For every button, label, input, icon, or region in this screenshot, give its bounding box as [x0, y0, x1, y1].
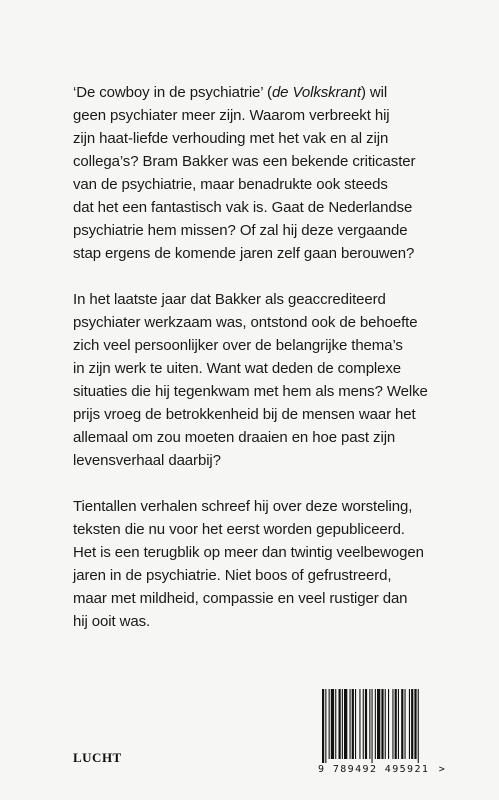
blurb-text-run: allemaal om zou moeten draaien en hoe past zijn	[73, 429, 396, 446]
barcode-bar	[398, 689, 399, 759]
blurb-text	[73, 81, 453, 656]
blurb-line	[73, 587, 453, 610]
barcode-bar	[322, 689, 324, 763]
blurb-line	[73, 426, 453, 449]
isbn-digits: 9 789492 495921	[318, 764, 430, 775]
blurb-text-run: geen psychiater meer zijn. Waarom verbreekt hij	[73, 107, 390, 124]
blurb-line	[73, 357, 453, 380]
blurb-line	[73, 219, 453, 242]
blurb-line	[73, 403, 453, 426]
barcode-bar	[388, 689, 389, 759]
blurb-line	[73, 495, 453, 518]
barcode-bar	[377, 689, 380, 759]
blurb-text-run: levensverhaal daarbij?	[73, 452, 221, 469]
blurb-text-run: psychiater werkzaam was, ontstond ook de behoefte	[73, 314, 418, 331]
barcode-bar	[325, 689, 326, 763]
blurb-paragraph	[73, 81, 453, 265]
barcode-bar	[350, 689, 351, 759]
barcode-bar	[395, 689, 397, 759]
blurb-text-run: In het laatste jaar dat Bakker als geaccrediteerd	[73, 291, 386, 308]
blurb-line	[73, 380, 453, 403]
barcode-bar	[329, 689, 330, 759]
barcode-bar	[409, 689, 410, 759]
barcode-bar	[339, 689, 341, 759]
barcode-bar	[385, 689, 386, 759]
blurb-line	[73, 518, 453, 541]
blurb-line	[73, 81, 453, 104]
blurb-line	[73, 196, 453, 219]
blurb-line	[73, 449, 453, 472]
blurb-text-run: in zijn werk te uiten. Want wat deden de complexe	[73, 360, 402, 377]
blurb-line	[73, 173, 453, 196]
barcode-bar	[335, 689, 336, 759]
barcode-bar	[359, 689, 360, 759]
barcode-bar	[375, 689, 376, 759]
newspaper-title: de Volkskrant	[271, 84, 361, 101]
barcode-bar	[392, 689, 393, 759]
isbn-number	[318, 764, 466, 775]
barcode-bar	[369, 689, 370, 759]
blurb-paragraph	[73, 288, 453, 472]
blurb-text-run: ) wil	[360, 84, 388, 101]
blurb-line	[73, 311, 453, 334]
barcode-bar	[342, 689, 343, 759]
blurb-text-run: ‘De cowboy in de psychiatrie’ (	[73, 84, 272, 101]
blurb-text-run: collega’s? Bram Bakker was een bekende criticaster	[73, 153, 416, 170]
blurb-line	[73, 541, 453, 564]
barcode-bars	[320, 689, 460, 763]
blurb-line	[73, 334, 453, 357]
barcode-bar	[414, 689, 416, 759]
blurb-text-run: Het is een terugblik op meer dan twintig veelbewogen	[73, 544, 424, 561]
barcode-bar	[352, 689, 354, 759]
blurb-line	[73, 242, 453, 265]
blurb-text-run: psychiatrie hem missen? Of zal hij deze vergaande	[73, 222, 408, 239]
barcode-bar	[401, 689, 403, 759]
barcode-bar	[372, 689, 373, 763]
blurb-text-run: zijn haat-liefde verhouding met het vak en al zijn	[73, 130, 389, 147]
blurb-text-run: maar met mildheid, compassie en veel rustiger dan	[73, 590, 408, 607]
blurb-text-run: van de psychiatrie, maar benadrukte ook steeds	[73, 176, 388, 193]
blurb-paragraph	[73, 495, 453, 633]
blurb-line	[73, 288, 453, 311]
isbn-end-mark: >	[438, 764, 447, 775]
blurb-text-run: prijs vroeg de betrokkenheid bij de mensen waar het	[73, 406, 416, 423]
blurb-line	[73, 104, 453, 127]
blurb-text-run: dat het een fantastisch vak is. Gaat de Nederlandse	[73, 199, 413, 216]
blurb-line	[73, 564, 453, 587]
barcode-bar	[344, 689, 347, 759]
blurb-line	[73, 127, 453, 150]
barcode-bar	[381, 689, 383, 759]
blurb-text-run: teksten die nu voor het eerst worden gepubliceerd.	[73, 521, 405, 538]
blurb-line	[73, 150, 453, 173]
blurb-text-run: zich veel persoonlijker over de belangrijke thema’s	[73, 337, 403, 354]
blurb-text-run: hij ooit was.	[73, 613, 151, 630]
barcode-bar	[365, 689, 367, 759]
blurb-text-run: Tientallen verhalen schreef hij over deze worsteling,	[73, 498, 413, 515]
blurb-text-run: jaren in de psychiatrie. Niet boos of gefrustreerd,	[73, 567, 392, 584]
barcode-bar	[331, 689, 334, 759]
blurb-line	[73, 610, 453, 633]
barcode-bar	[418, 689, 419, 763]
blurb-text-run: stap ergens de komende jaren zelf gaan berouwen?	[73, 245, 415, 262]
barcode-bar	[411, 689, 413, 759]
blurb-text-run: situaties die hij tegenkwam met hem als mens? Welke	[73, 383, 428, 400]
barcode-bar	[405, 689, 406, 759]
barcode-bar	[363, 689, 364, 759]
barcode-bar	[355, 689, 356, 759]
publisher-logo: LUCHT	[73, 750, 122, 765]
